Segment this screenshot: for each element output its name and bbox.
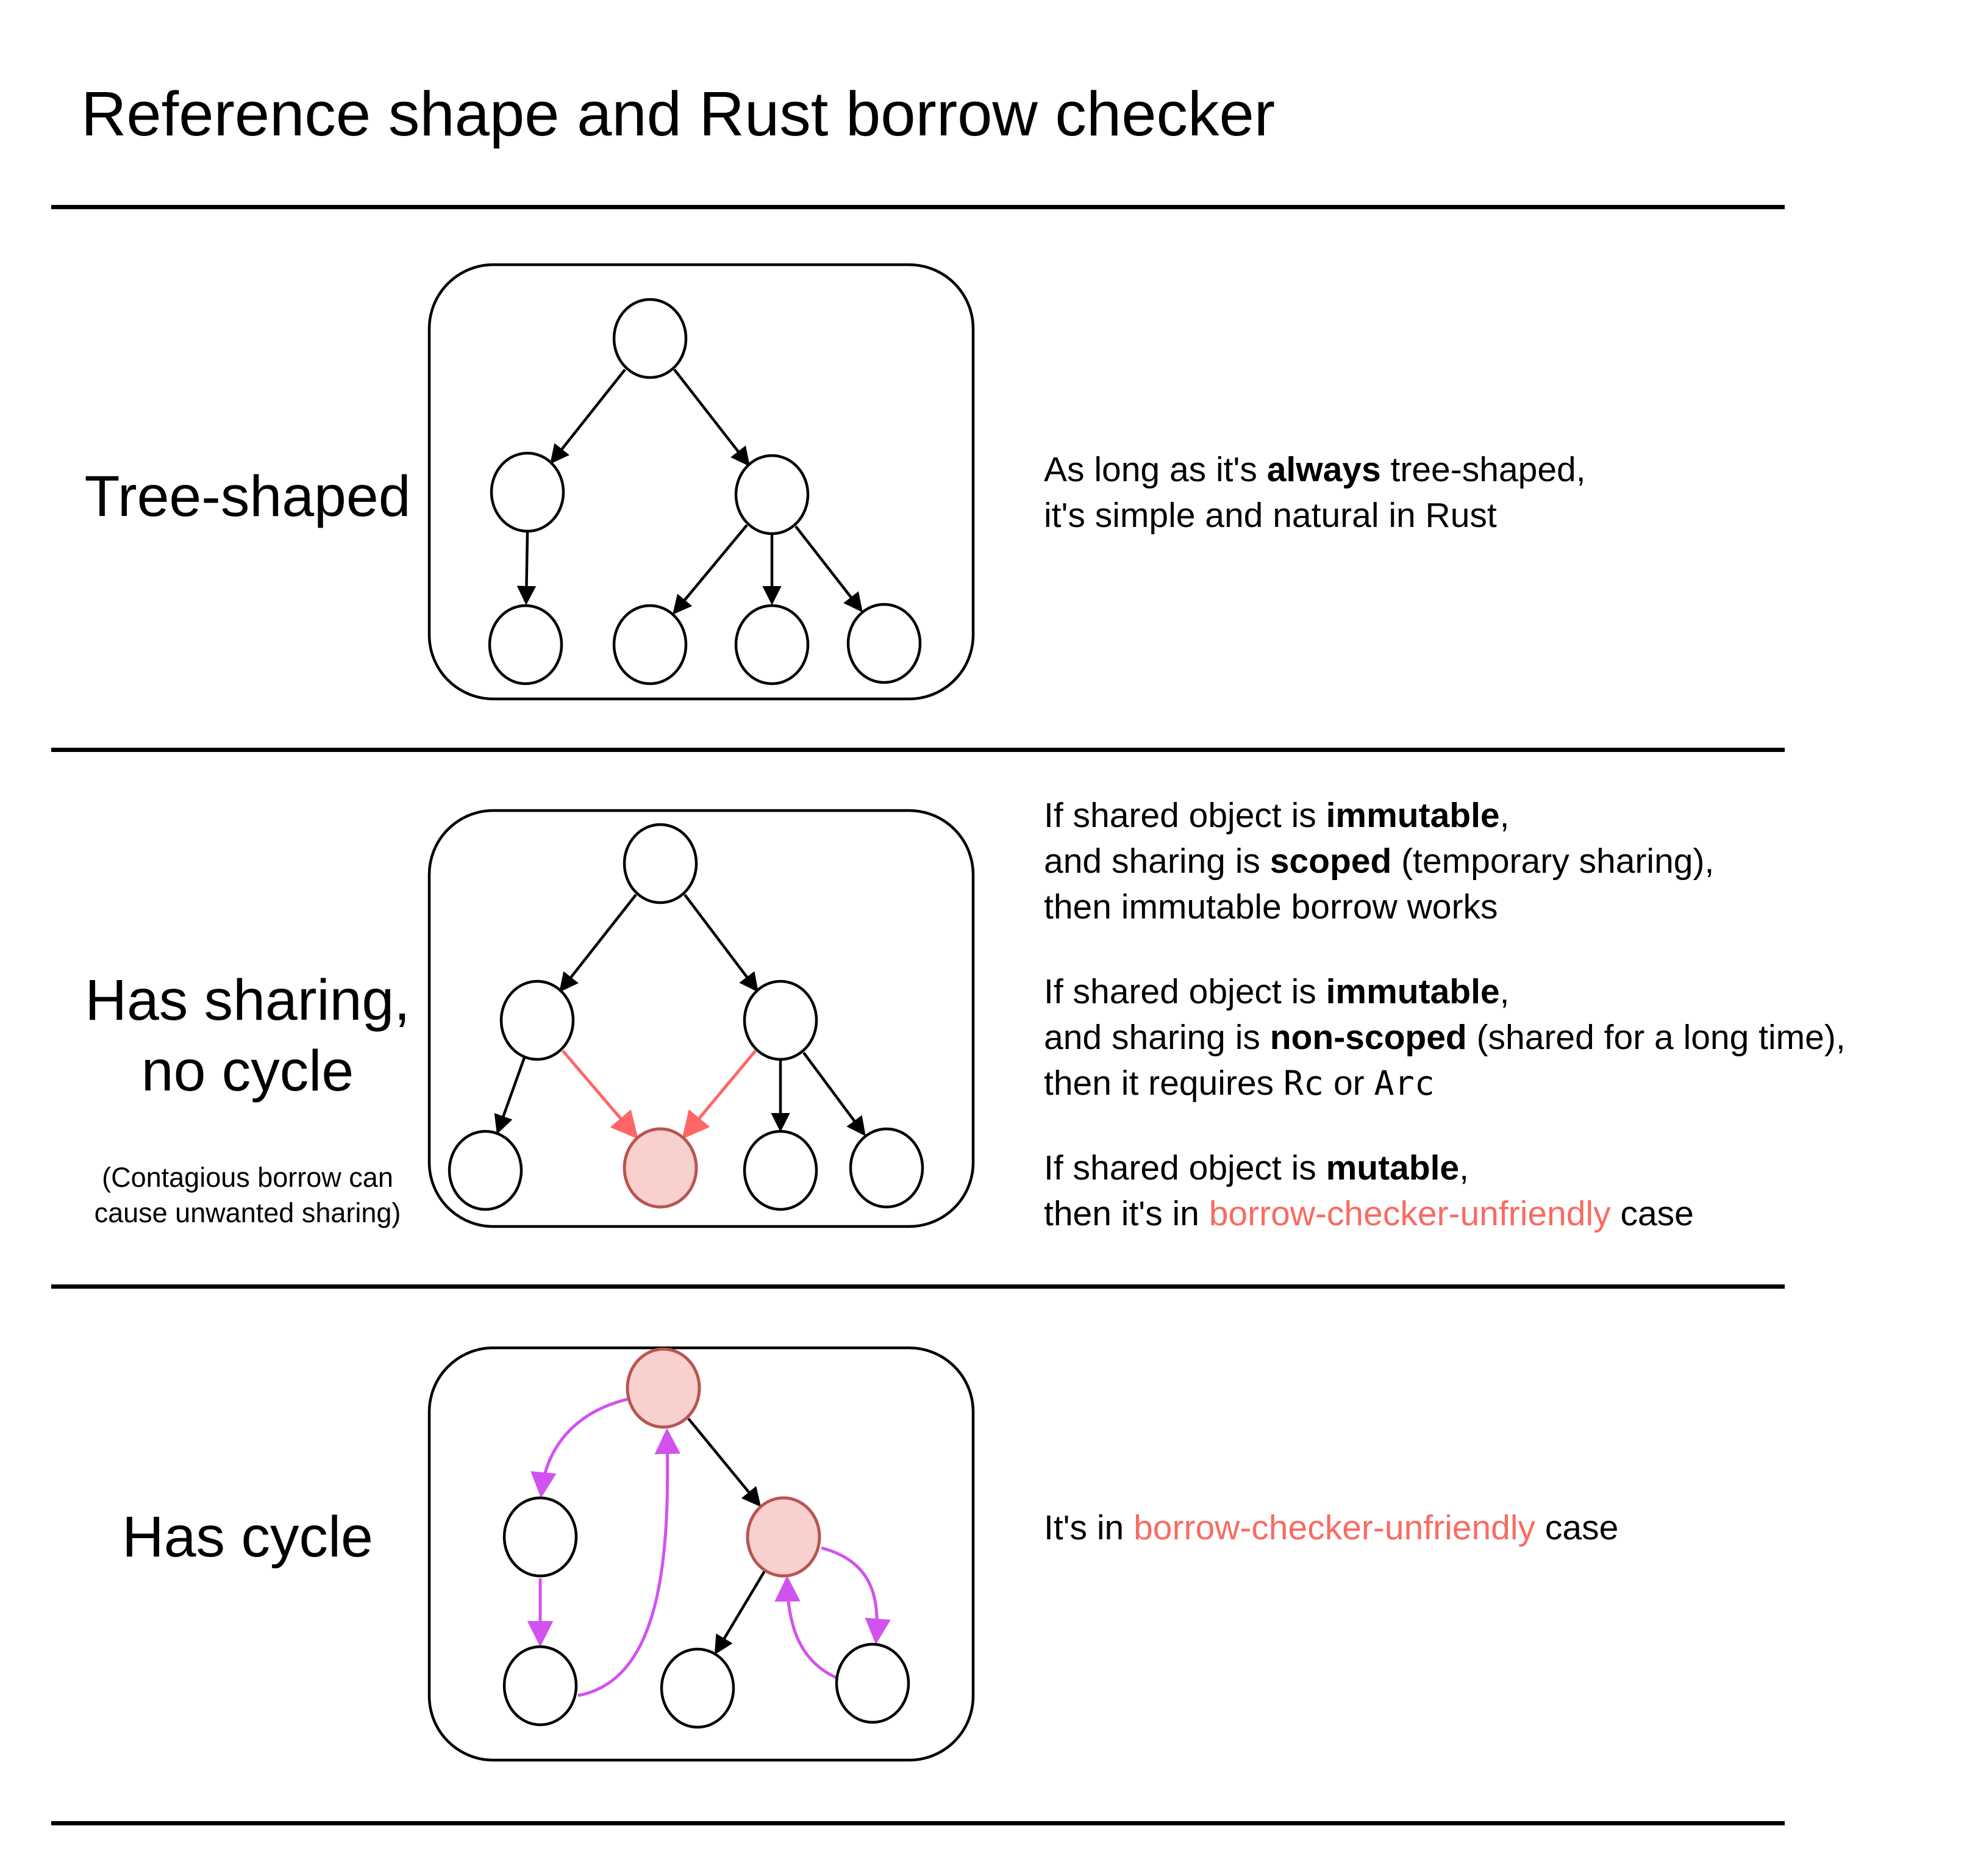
section-label-has-sharing [61, 965, 434, 1106]
section-label-has-cycle [61, 1502, 434, 1572]
node-right [744, 981, 816, 1059]
contagious-borrow-note [61, 1160, 434, 1231]
paragraph [1044, 793, 1846, 930]
edge-right-bottom4 [796, 526, 860, 609]
text-line [1044, 493, 1586, 539]
text-run: If shared object is [1044, 972, 1326, 1011]
text-run: then immutable borrow works [1044, 887, 1498, 926]
node-root [614, 299, 686, 378]
edge-root-left [562, 895, 636, 989]
cycle-node-right-pink [748, 1498, 819, 1576]
edge-left-bottom1 [498, 1058, 524, 1131]
text-run: case [1610, 1194, 1694, 1233]
paragraph [1044, 969, 1846, 1106]
text-run-unfriendly: borrow-checker-unfriendly [1209, 1194, 1611, 1233]
node-bottom1 [449, 1131, 521, 1209]
node-bottomright [837, 1644, 909, 1722]
text-run: , [1499, 972, 1510, 1011]
text-run: or [1324, 1064, 1374, 1103]
text-line [1044, 1061, 1846, 1106]
page-title: Reference shape and Rust borrow checker [81, 79, 1276, 149]
divider [51, 1821, 1785, 1825]
has-sharing-description [1044, 793, 1846, 1237]
text-run-bold: non-scoped [1269, 1018, 1467, 1057]
edge-right-bottomright-magenta [821, 1548, 877, 1639]
paragraph [1044, 1505, 1618, 1551]
text-run-code-rc: Rc [1283, 1064, 1324, 1103]
edge-root-left [552, 370, 625, 461]
label-line: no cycle [141, 1039, 354, 1103]
text-run: tree-shaped, [1380, 450, 1586, 489]
shared-node-pink [624, 1129, 696, 1207]
edge-right-bottommid [716, 1571, 765, 1652]
edge-bottomleft-root-cycle-magenta [578, 1433, 668, 1695]
paragraph [1044, 1145, 1846, 1237]
text-run-code-arc: Arc [1374, 1064, 1435, 1103]
text-line [1044, 884, 1846, 930]
paragraph [1044, 447, 1586, 539]
text-run: , [1499, 796, 1510, 835]
divider [51, 205, 1785, 209]
divider [51, 748, 1785, 752]
text-run: It's in [1044, 1508, 1134, 1547]
text-line [1044, 969, 1846, 1015]
tree-shaped-description [1044, 447, 1586, 539]
text-run-bold: immutable [1326, 796, 1500, 835]
text-run-bold: scoped [1269, 842, 1392, 881]
text-line [1044, 1505, 1618, 1551]
edge-root-left-magenta [541, 1399, 628, 1493]
edge-root-right [688, 1419, 759, 1504]
divider [51, 1284, 1785, 1289]
text-run-bold: always [1266, 450, 1381, 489]
edge-right-shared-red [685, 1051, 755, 1135]
node-left [501, 981, 573, 1059]
edge-bottomright-right-cycle-magenta [787, 1581, 837, 1678]
text-run: If shared object is [1044, 1148, 1326, 1187]
edge-root-right [674, 370, 748, 464]
label-line: Has sharing, [85, 968, 410, 1033]
text-line [1044, 839, 1846, 884]
text-run: case [1535, 1508, 1619, 1547]
node-right [736, 456, 808, 534]
text-line [1044, 1191, 1846, 1237]
edge-right-bottom2 [675, 525, 747, 612]
has-cycle-description [1044, 1505, 1618, 1551]
text-line [1044, 1145, 1846, 1191]
tree-shaped-diagram [427, 262, 976, 701]
edge-left-shared-red [563, 1051, 635, 1135]
node-bottom3 [736, 606, 808, 684]
text-run: , [1459, 1148, 1469, 1187]
text-run-bold: mutable [1326, 1148, 1460, 1187]
node-bottom4 [848, 604, 920, 682]
text-run: If shared object is [1044, 796, 1326, 835]
node-bottomleft [504, 1647, 576, 1725]
note-line: (Contagious borrow can [102, 1162, 393, 1193]
node-bottom3 [744, 1131, 816, 1209]
node-left [504, 1498, 576, 1576]
text-line [1044, 447, 1586, 493]
cycle-node-root-pink [627, 1349, 699, 1427]
edge-root-right [685, 895, 756, 989]
label-line: Tree-shaped [84, 464, 411, 529]
text-run: and sharing is [1044, 1018, 1270, 1057]
node-bottommid [662, 1649, 734, 1727]
edge-right-bottom4 [804, 1053, 863, 1133]
text-run-unfriendly: borrow-checker-unfriendly [1134, 1508, 1536, 1547]
text-run: and sharing is [1044, 842, 1270, 881]
text-line [1044, 793, 1846, 839]
has-sharing-diagram [427, 808, 976, 1229]
note-line: cause unwanted sharing) [94, 1197, 401, 1228]
node-bottom2 [614, 606, 686, 684]
text-run: it's simple and natural in Rust [1044, 496, 1497, 535]
text-run: (shared for a long time), [1466, 1018, 1846, 1057]
edge-left-bottom1 [526, 532, 527, 601]
text-run: then it's in [1044, 1194, 1209, 1233]
node-bottom1 [490, 606, 562, 684]
text-run: then it requires [1044, 1064, 1284, 1103]
text-run-bold: immutable [1326, 972, 1500, 1011]
label-line: Has cycle [122, 1505, 373, 1569]
text-run: (temporary sharing), [1391, 842, 1715, 881]
text-line [1044, 1015, 1846, 1061]
node-root [624, 825, 696, 903]
node-left [491, 453, 563, 531]
has-cycle-diagram [427, 1345, 976, 1763]
section-label-tree-shaped [61, 461, 434, 532]
text-run: As long as it's [1044, 450, 1267, 489]
node-bottom4 [851, 1129, 923, 1207]
